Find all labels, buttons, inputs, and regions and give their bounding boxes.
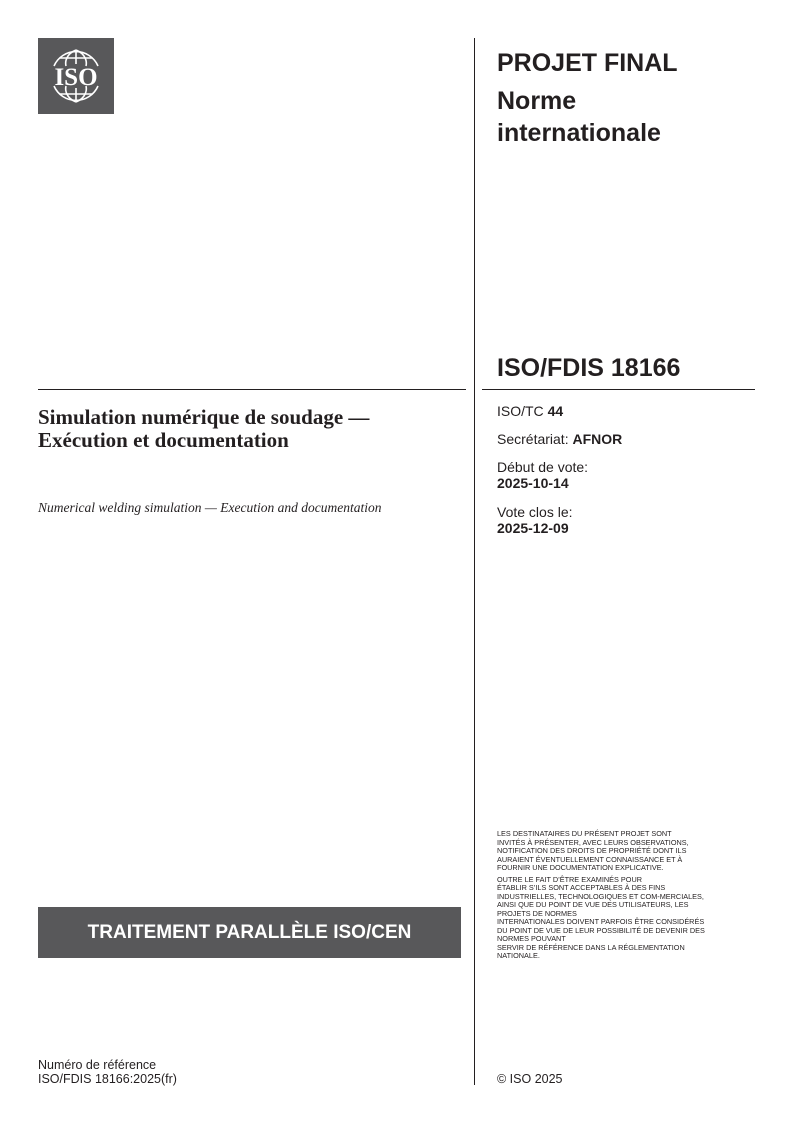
notice-paragraph: OUTRE LE FAIT D’ÊTRE EXAMINÉS POUR ÉTABLIR S’ILS SONT ACCEPTABLES À DES FINS INDUSTRIELLES, TECHNOLOGIQUES ET COM-MERCIALES, AINSI QUE DU POINT DE VUE DES UTILISATEURS, LES PROJETS DE NORMES INTERNATIONALES DOIVENT PARFOIS ÊTRE CONSIDÉRÉS DU POINT DE VUE DE LEUR POSSIBILITÉ DE DEVENIR DES NORMES POUVANT SERVIR DE RÉFÉRENCE DANS LA RÉGLEMENTATION NATIONALE. — [497, 874, 705, 960]
reference-value: ISO/FDIS 18166:2025(fr) — [38, 1072, 177, 1086]
stage-heading: PROJET FINAL — [497, 49, 678, 77]
doc-type-line1: Norme — [497, 87, 577, 115]
notice-text — [497, 830, 767, 964]
column-divider — [474, 38, 475, 1085]
document-number: ISO/FDIS 18166 — [497, 354, 681, 382]
rule-left — [38, 389, 466, 390]
rule-right — [482, 389, 755, 390]
vote-end-label: Vote clos le: — [497, 504, 573, 520]
vote-end — [497, 504, 573, 536]
secretariat — [497, 431, 622, 447]
tc-value: 44 — [547, 403, 564, 419]
notice-paragraph: LES DESTINATAIRES DU PRÉSENT PROJET SONT INVITÉS À PRÉSENTER, AVEC LEURS OBSERVATIONS, NOTIFICATION DES DROITS DE PROPRIÉTÉ DONT ILS AURAIENT ÉVENTUELLEMENT CONNAISSANCE ET À FOURNIR UNE DOCUMENTATION EXPLICATIVE. — [497, 829, 689, 872]
tc-label: ISO/TC — [497, 403, 544, 419]
vote-end-value: 2025-12-09 — [497, 520, 569, 536]
copyright: © ISO 2025 — [497, 1072, 563, 1086]
secretariat-label: Secrétariat: — [497, 431, 569, 447]
title-en: Numerical welding simulation — Execution and documentation — [38, 500, 382, 515]
reference-number — [38, 1058, 177, 1086]
iso-logo — [38, 38, 114, 114]
svg-text:ISO: ISO — [54, 64, 98, 91]
vote-start-value: 2025-10-14 — [497, 475, 569, 491]
technical-committee — [497, 403, 563, 419]
reference-label: Numéro de référence — [38, 1058, 157, 1072]
parallel-processing-banner: TRAITEMENT PARALLÈLE ISO/CEN — [38, 907, 461, 958]
title-fr: Simulation numérique de soudage — Exécution et documentation — [38, 405, 370, 452]
vote-start — [497, 459, 588, 491]
doc-type-line2: internationale — [497, 119, 661, 147]
secretariat-value: AFNOR — [572, 431, 623, 447]
vote-start-label: Début de vote: — [497, 459, 589, 475]
